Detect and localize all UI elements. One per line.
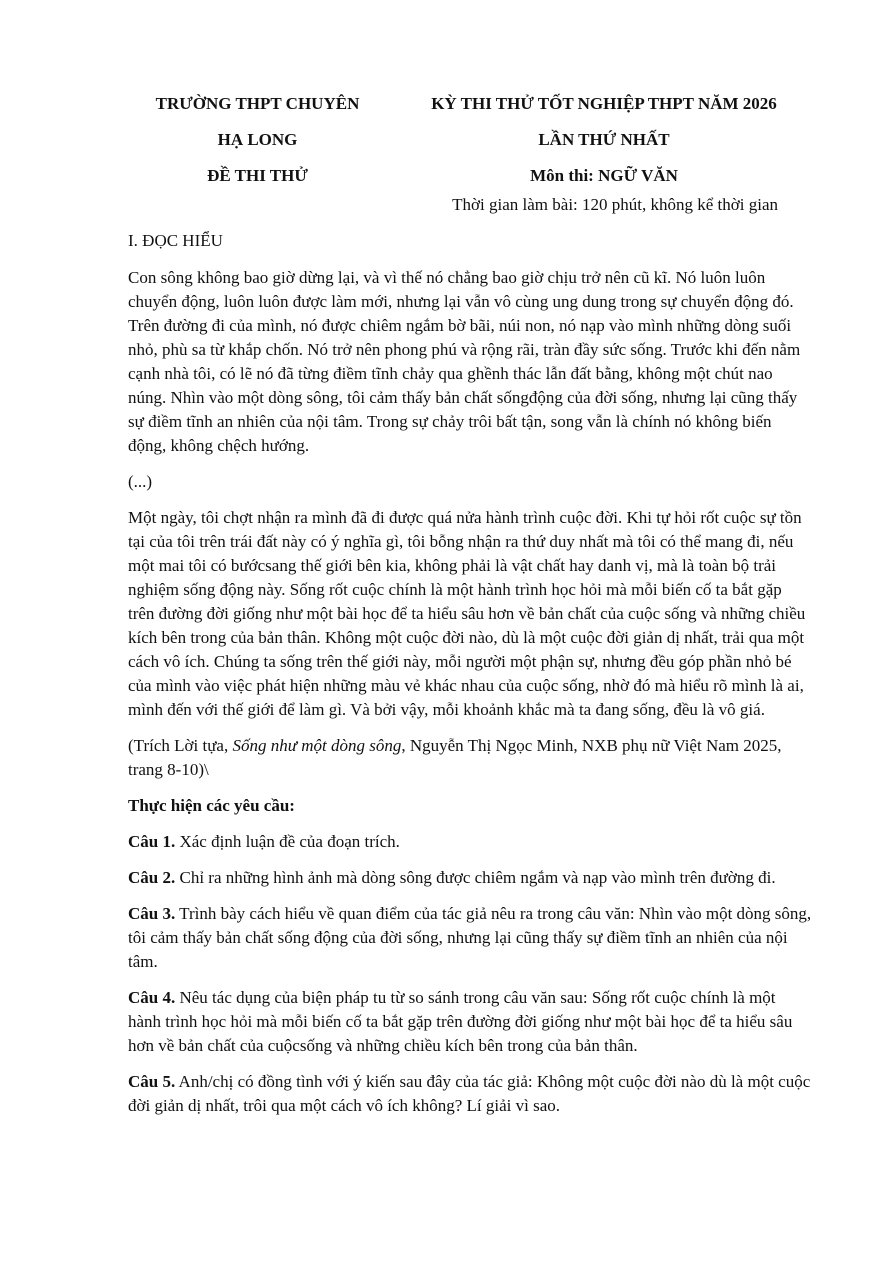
question-text: Nêu tác dụng của biện pháp tu từ so sánh trong câu văn sau: Sống rốt cuộc chính là một hành trình học hỏi mà mỗi biến cố ta bắt gặp trên đường đời giống như một bài học để ta hiểu sâu hơn về bản chất của cuộcsống và những chiều kích bên trong của bản thân. xyxy=(128,988,793,1055)
school-header xyxy=(140,86,375,194)
question-label: Câu 3. xyxy=(128,904,176,923)
exam-header xyxy=(418,86,790,194)
question-4 xyxy=(128,986,812,1058)
passage-paragraph-1: Con sông không bao giờ dừng lại, và vì thế nó chẳng bao giờ chịu trở nên cũ kĩ. Nó luôn luôn chuyển động, luôn luôn được làm mới, nhưng lại vẫn vô cùng ung dung trong sự chuyển động đó. Trên đường đi của mình, nó được chiêm ngắm bờ bãi, núi non, nó nạp vào mình những dòng suối nhỏ, phù sa từ khắp chốn. Nó trở nên phong phú và rộng rãi, tràn đầy sức sống. Trước khi đến nằm cạnh nhà tôi, có lẽ nó đã từng điềm tĩnh chảy qua ghềnh thác lẫn đất bằng, không một chút nao núng. Nhìn vào một dòng sông, tôi cảm thấy bản chất sốngđộng của đời sống, nhưng lại cũng thấy sự điềm tĩnh an nhiên của nội tâm. Trong sự chảy trôi bất tận, song vẫn là chính nó không biến động, không chệch hướng. xyxy=(128,268,801,455)
school-name-line1: TRƯỜNG THPT CHUYÊN xyxy=(155,94,360,113)
question-text: Xác định luận đề của đoạn trích. xyxy=(175,832,400,851)
question-5 xyxy=(128,1070,812,1118)
source-suffix: , Nguyễn Thị Ngọc Minh, NXB phụ nữ Việt Nam 2025, trang 8-10)\ xyxy=(128,736,782,779)
question-label: Câu 5. xyxy=(128,1072,176,1091)
document-type: ĐỀ THI THỬ xyxy=(207,166,308,185)
exam-round: LẦN THỨ NHẤT xyxy=(538,130,670,149)
question-label: Câu 1. xyxy=(128,832,176,851)
section-title: I. ĐỌC HIỂU xyxy=(128,231,223,250)
passage-source xyxy=(128,734,812,782)
source-prefix: (Trích Lời tựa, xyxy=(128,736,233,755)
exam-time: Thời gian làm bài: 120 phút, không kể thời gian xyxy=(452,195,778,214)
instructions-heading: Thực hiện các yêu cầu: xyxy=(128,796,295,815)
question-2 xyxy=(128,866,812,890)
question-text: Anh/chị có đồng tình với ý kiến sau đây của tác giả: Không một cuộc đời nào dù là một cuộc đời giản dị nhất, trôi qua một cách vô ích không? Lí giải vì sao. xyxy=(128,1072,811,1115)
exam-subject: Môn thi: NGỮ VĂN xyxy=(530,166,678,185)
exam-content xyxy=(128,229,812,1130)
passage-ellipsis: (...) xyxy=(128,472,153,491)
question-text: Chỉ ra những hình ảnh mà dòng sông được chiêm ngắm và nạp vào mình trên đường đi. xyxy=(175,868,776,887)
passage-paragraph-2: Một ngày, tôi chợt nhận ra mình đã đi được quá nửa hành trình cuộc đời. Khi tự hỏi rốt cuộc sự tồn tại của tôi trên trái đất này có ý nghĩa gì, tôi bỗng nhận ra thứ duy nhất mà tôi có thể mang đi, nếu một mai tôi có bướcsang thế giới bên kia, không phải là vật chất hay danh vị, mà là toàn bộ trải nghiệm sống động này. Sống rốt cuộc chính là một hành trình học hỏi mà mỗi biến cố ta bắt gặp trên đường đời giống như một bài học để ta hiểu sâu hơn về bản chất của cuộc sống và những chiều kích bên trong của bản thân. Không một cuộc đời nào, dù là một cuộc đời giản dị nhất, trải qua một cách vô ích. Chúng ta sống trên thế giới này, mỗi người một phận sự, nhưng đều góp phần nhỏ bé của mình vào việc phát hiện những màu vẻ khác nhau của cuộc sống, nhờ đó mà hiểu rõ mình là ai, mình đến với thế giới để làm gì. Và bởi vậy, mỗi khoảnh khắc mà ta đang sống, đều là vô giá. xyxy=(128,508,806,719)
question-text: Trình bày cách hiểu về quan điểm của tác giả nêu ra trong câu văn: Nhìn vào một dòng sông, tôi cảm thấy bản chất sống động của đời sống, nhưng lại cũng thấy sự điềm tĩnh an nhiên của nội tâm. xyxy=(128,904,812,971)
question-label: Câu 4. xyxy=(128,988,176,1007)
question-label: Câu 2. xyxy=(128,868,176,887)
exam-title: KỲ THI THỬ TỐT NGHIỆP THPT NĂM 2026 xyxy=(431,94,777,113)
school-name-line2: HẠ LONG xyxy=(217,130,298,149)
source-book-title: Sống như một dòng sông xyxy=(232,736,402,755)
question-1 xyxy=(128,830,812,854)
question-3 xyxy=(128,902,812,974)
